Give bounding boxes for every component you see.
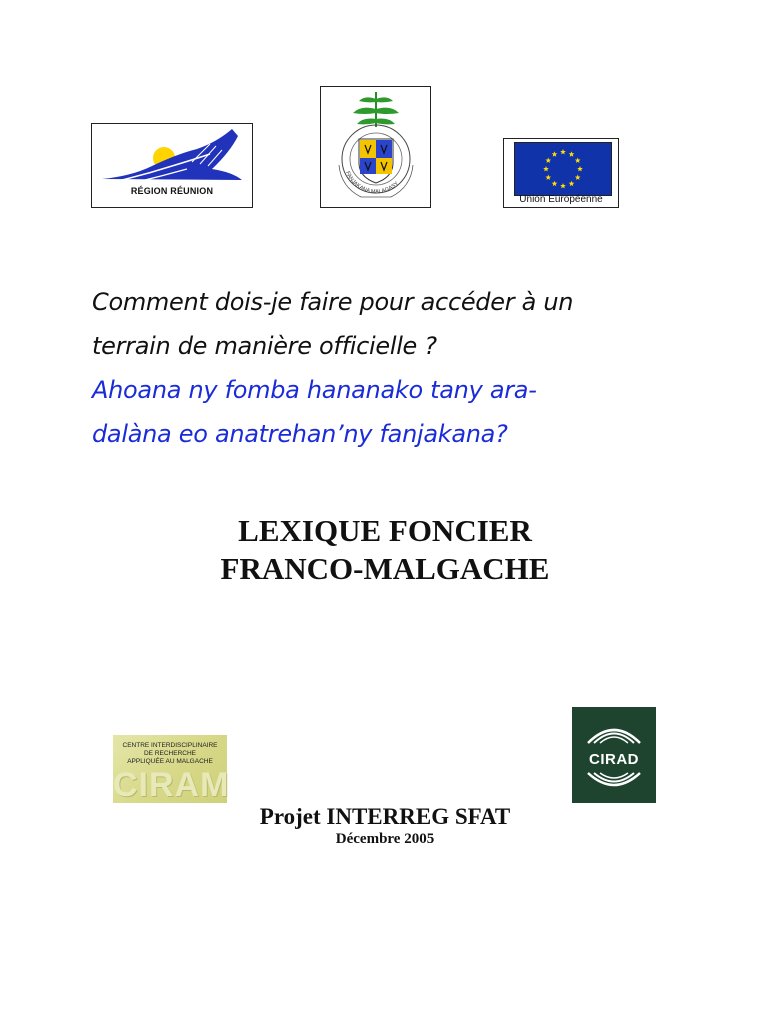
seal-ring-text: FANJAKANA MALAGASY bbox=[344, 170, 400, 196]
publication-date: Décembre 2005 bbox=[335, 831, 435, 847]
ciram-wordmark: CIRAM bbox=[113, 766, 230, 804]
region-reunion-caption: RÉGION RÉUNION bbox=[130, 186, 214, 196]
question-french-line-2: terrain de manière officielle ? bbox=[92, 332, 437, 360]
document-title-line-1: LEXIQUE FONCIER bbox=[238, 513, 532, 548]
document-title bbox=[0, 512, 770, 588]
ciram-subtitle-line-3: APPLIQUÉE AU MALGACHE bbox=[127, 758, 213, 765]
eu-caption: Union Européenne bbox=[519, 194, 603, 205]
eu-star-icon bbox=[552, 151, 558, 156]
question-malagasy-line-1: Ahoana ny fomba hananako tany ara- bbox=[92, 376, 537, 404]
eu-stars-icon bbox=[515, 143, 611, 195]
eu-star-icon bbox=[545, 158, 551, 163]
eu-star-icon bbox=[569, 151, 575, 156]
region-reunion-emblem-icon bbox=[92, 124, 254, 209]
ciram-subtitle bbox=[113, 742, 227, 766]
eu-flag bbox=[514, 142, 612, 196]
eu-star-icon bbox=[545, 175, 551, 180]
eu-star-icon bbox=[577, 166, 583, 171]
eu-star-icon bbox=[569, 181, 575, 186]
ciram-logo bbox=[113, 735, 230, 804]
document-title-line-2: FRANCO-MALGACHE bbox=[220, 551, 550, 586]
madagascar-seal-icon bbox=[321, 87, 432, 209]
eu-star-icon bbox=[560, 183, 566, 188]
cirad-logo bbox=[572, 707, 656, 803]
union-europeenne-logo bbox=[503, 138, 619, 208]
ciram-subtitle-line-2: DE RECHERCHE bbox=[143, 750, 196, 757]
eu-star-icon bbox=[575, 175, 581, 180]
eu-star-icon bbox=[552, 181, 558, 186]
question-french-line-1: Comment dois-je faire pour accéder à un bbox=[92, 288, 574, 316]
project-name: Projet INTERREG SFAT bbox=[259, 804, 511, 829]
eu-star-icon bbox=[560, 149, 566, 154]
ciram-subtitle-line-1: CENTRE INTERDISCIPLINAIRE bbox=[122, 742, 218, 749]
eu-star-icon bbox=[543, 166, 549, 171]
madagascar-seal-logo bbox=[320, 86, 431, 208]
region-reunion-logo bbox=[91, 123, 253, 208]
cirad-wordmark: CIRAD bbox=[589, 751, 639, 768]
eu-star-icon bbox=[575, 158, 581, 163]
question-malagasy-line-2: dalàna eo anatrehan’ny fanjakana? bbox=[92, 420, 508, 448]
question-block bbox=[92, 280, 692, 456]
